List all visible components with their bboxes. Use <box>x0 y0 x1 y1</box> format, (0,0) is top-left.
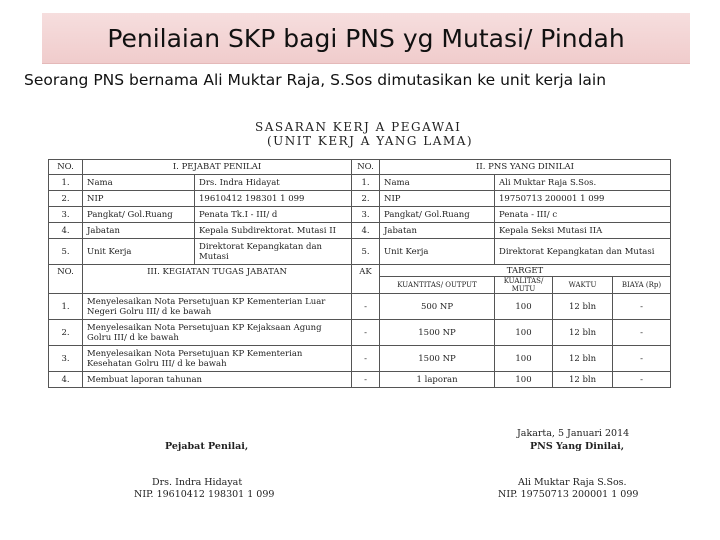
row-no: 5. <box>352 239 380 265</box>
heading-line-1: SASARAN KERJ A PEGAWAI <box>255 120 462 134</box>
task-biaya: - <box>613 320 671 346</box>
left-signer-role: Pejabat Penilai, <box>165 441 249 452</box>
row-value: Kepala Seksi Mutasi IIA <box>495 223 671 239</box>
task-waktu: 12 bln <box>553 294 613 320</box>
row-value: Kepala Subdirektorat. Mutasi II <box>195 223 352 239</box>
task-kuantitas: 500 NP <box>380 294 495 320</box>
header-no-right: NO. <box>352 160 380 175</box>
task-kualitas: 100 <box>495 372 553 388</box>
task-ak: - <box>352 346 380 372</box>
row-label: Nama <box>380 175 495 191</box>
document-heading <box>255 120 473 148</box>
row-label: Nama <box>83 175 195 191</box>
row-label: Unit Kerja <box>380 239 495 265</box>
title-banner <box>42 13 690 64</box>
row-label: Jabatan <box>380 223 495 239</box>
header-no-left: NO. <box>49 160 83 175</box>
task-kegiatan: Membuat laporan tahunan <box>83 372 352 388</box>
header-pejabat-penilai: I. PEJABAT PENILAI <box>83 160 352 175</box>
task-kualitas: 100 <box>495 346 553 372</box>
task-header-kualitas: KUALITAS/ MUTU <box>495 277 553 294</box>
task-kegiatan: Menyelesaikan Nota Persetujuan KP Kementerian Luar Negeri Golru III/ d ke bawah <box>83 294 352 320</box>
task-waktu: 12 bln <box>553 320 613 346</box>
left-signer-nip: NIP. 19610412 198301 1 099 <box>134 489 275 500</box>
task-header-waktu: WAKTU <box>553 277 613 294</box>
place-date: Jakarta, 5 Januari 2014 <box>517 428 630 439</box>
row-value: Penata Tk.I - III/ d <box>195 207 352 223</box>
task-row <box>49 294 671 320</box>
table-header-row <box>49 160 671 175</box>
task-biaya: - <box>613 346 671 372</box>
row-label: Pangkat/ Gol.Ruang <box>380 207 495 223</box>
task-waktu: 12 bln <box>553 346 613 372</box>
task-row <box>49 346 671 372</box>
slide-title: Penilaian SKP bagi PNS yg Mutasi/ Pindah <box>107 24 625 53</box>
row-no: 4. <box>352 223 380 239</box>
task-kuantitas: 1500 NP <box>380 346 495 372</box>
task-header-biaya: BIAYA (Rp) <box>613 277 671 294</box>
row-label: Unit Kerja <box>83 239 195 265</box>
row-no: 1. <box>49 175 83 191</box>
task-kuantitas: 1500 NP <box>380 320 495 346</box>
row-value: Direktorat Kepangkatan dan Mutasi <box>495 239 671 265</box>
table-row <box>49 239 671 265</box>
task-kuantitas: 1 laporan <box>380 372 495 388</box>
task-header-kegiatan: III. KEGIATAN TUGAS JABATAN <box>83 265 352 294</box>
task-no: 4. <box>49 372 83 388</box>
row-no: 2. <box>49 191 83 207</box>
row-value: Drs. Indra Hidayat <box>195 175 352 191</box>
slide-subtitle: Seorang PNS bernama Ali Muktar Raja, S.Sos dimutasikan ke unit kerja lain <box>24 71 607 89</box>
task-waktu: 12 bln <box>553 372 613 388</box>
task-kegiatan: Menyelesaikan Nota Persetujuan KP Kementerian Kesehatan Golru III/ d ke bawah <box>83 346 352 372</box>
task-header-row <box>49 265 671 277</box>
task-header-no: NO. <box>49 265 83 294</box>
task-row <box>49 372 671 388</box>
task-header-kuantitas: KUANTITAS/ OUTPUT <box>380 277 495 294</box>
task-ak: - <box>352 294 380 320</box>
header-pns-dinilai: II. PNS YANG DINILAI <box>380 160 671 175</box>
task-header-ak: AK <box>352 265 380 294</box>
row-label: NIP <box>380 191 495 207</box>
task-no: 1. <box>49 294 83 320</box>
row-label: Pangkat/ Gol.Ruang <box>83 207 195 223</box>
row-no: 5. <box>49 239 83 265</box>
skp-table <box>48 159 671 388</box>
task-kualitas: 100 <box>495 294 553 320</box>
right-signer-role: PNS Yang Dinilai, <box>530 441 625 452</box>
row-value: Penata - III/ c <box>495 207 671 223</box>
row-label: NIP <box>83 191 195 207</box>
row-value: Direktorat Kepangkatan dan Mutasi <box>195 239 352 265</box>
row-no: 3. <box>49 207 83 223</box>
row-no: 4. <box>49 223 83 239</box>
row-no: 1. <box>352 175 380 191</box>
task-biaya: - <box>613 372 671 388</box>
row-value: 19750713 200001 1 099 <box>495 191 671 207</box>
right-signer-name: Ali Muktar Raja S.Sos. <box>518 477 627 488</box>
row-no: 3. <box>352 207 380 223</box>
table-row <box>49 191 671 207</box>
heading-line-2: (UNIT KERJ A YANG LAMA) <box>267 134 474 148</box>
task-row <box>49 320 671 346</box>
task-ak: - <box>352 320 380 346</box>
row-label: Jabatan <box>83 223 195 239</box>
table-row <box>49 207 671 223</box>
row-no: 2. <box>352 191 380 207</box>
left-signer-name: Drs. Indra Hidayat <box>152 477 243 488</box>
right-signer-nip: NIP. 19750713 200001 1 099 <box>498 489 639 500</box>
table-row <box>49 223 671 239</box>
task-kegiatan: Menyelesaikan Nota Persetujuan KP Kejaksaan Agung Golru III/ d ke bawah <box>83 320 352 346</box>
task-ak: - <box>352 372 380 388</box>
row-value: Ali Muktar Raja S.Sos. <box>495 175 671 191</box>
row-value: 19610412 198301 1 099 <box>195 191 352 207</box>
task-biaya: - <box>613 294 671 320</box>
task-kualitas: 100 <box>495 320 553 346</box>
task-no: 3. <box>49 346 83 372</box>
task-header-target: TARGET <box>380 265 671 277</box>
table-row <box>49 175 671 191</box>
task-no: 2. <box>49 320 83 346</box>
